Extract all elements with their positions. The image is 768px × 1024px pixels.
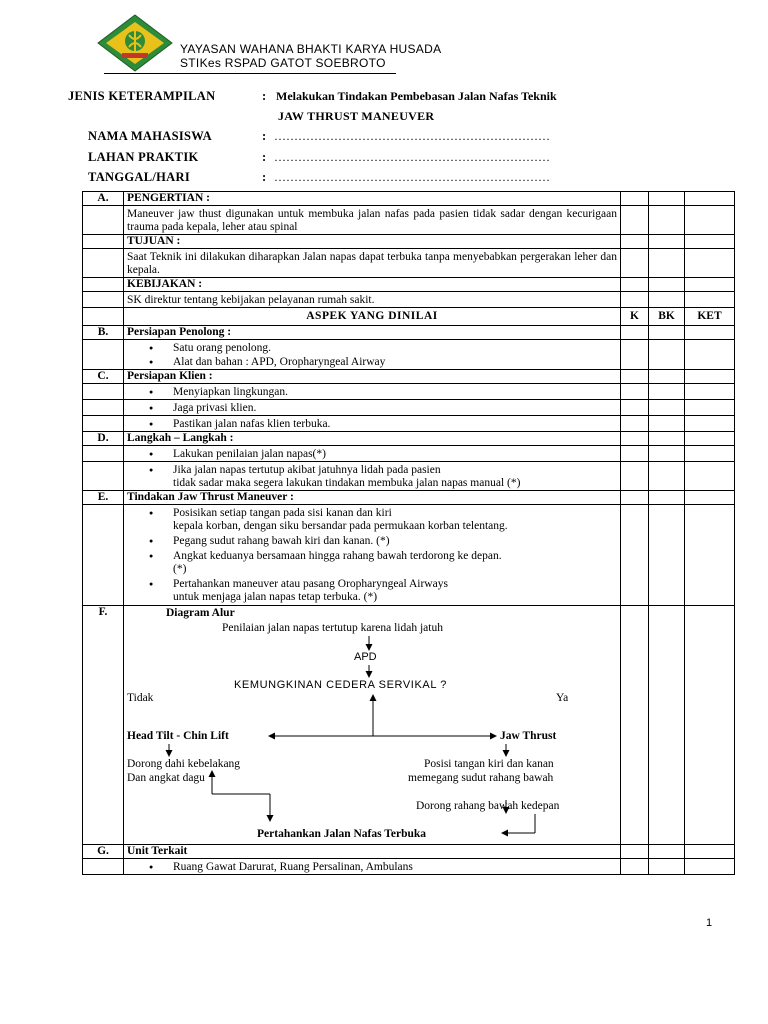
diagram-node-jaw-thrust: Jaw Thrust <box>500 730 557 742</box>
tujuan-text: Saat Teknik ini dilakukan diharapkan Jalan napas dapat terbuka tanpa menyebabkan pergerakan leher dan kepala. <box>124 249 621 278</box>
diagram-node-head-tilt: Head Tilt - Chin Lift <box>127 730 229 742</box>
nama-colon: : <box>262 129 267 143</box>
jenis-value: Melakukan Tindakan Pembebasan Jalan Nafas Teknik <box>276 89 557 103</box>
diagram-left-step1: Dorong dahi kebelakang <box>127 758 241 770</box>
jenis-colon: : <box>262 89 267 103</box>
nama-field[interactable]: …………………………………………………………… <box>274 129 550 143</box>
lahan-colon: : <box>262 150 267 164</box>
diagram-label-no: Tidak <box>127 692 154 704</box>
list-item: ● Pastikan jalan nafas klien terbuka. <box>127 418 617 431</box>
jenis-label: JENIS KETERAMPILAN <box>68 89 216 103</box>
diagram-right-step3: Dorong rahang bawah kedepan <box>416 800 560 812</box>
flow-diagram <box>124 606 621 845</box>
lahan-field[interactable]: …………………………………………………………… <box>274 150 550 164</box>
logo-emblem <box>96 13 174 73</box>
nama-label: NAMA MAHASISWA <box>88 129 212 143</box>
col-ket-header: KET <box>685 308 735 326</box>
pengertian-text: Maneuver jaw thust digunakan untuk membuka jalan nafas pada pasien tidak sadar dengan kecurigaan trauma pada kepala, leher atau spinal <box>124 206 621 235</box>
diagram-right-step1: Posisi tangan kiri dan kanan <box>424 758 554 770</box>
diagram-title: Diagram Alur <box>166 607 235 619</box>
diagram-label-yes: Ya <box>556 692 569 704</box>
row-letter: B. <box>83 326 124 340</box>
tanggal-field[interactable]: …………………………………………………………… <box>274 170 550 184</box>
section-title: Langkah – Langkah : <box>124 432 621 446</box>
list-item: ● Lakukan penilaian jalan napas(*) <box>127 448 617 461</box>
section-title: KEBIJAKAN : <box>124 278 621 292</box>
list-item-continued: (*) <box>173 563 187 575</box>
list-item: ● Pertahankan maneuver atau pasang Oropharyngeal Airways <box>127 578 617 591</box>
header-divider <box>104 73 396 74</box>
institution-logo <box>96 13 174 73</box>
col-k-header: K <box>621 308 649 326</box>
list-item: ● Posisikan setiap tangan pada sisi kanan dan kiri <box>127 507 617 520</box>
diagram-left-step2: Dan angkat dagu <box>127 772 205 784</box>
section-title: PENGERTIAN : <box>124 192 621 206</box>
row-letter: E. <box>83 491 124 505</box>
page-number: 1 <box>706 917 713 929</box>
diagram-node-apd: APD <box>354 651 377 663</box>
list-item: ● Jika jalan napas tertutup akibat jatuhnya lidah pada pasien <box>127 464 617 477</box>
diagram-node-question: KEMUNGKINAN CEDERA SERVIKAL ? <box>234 679 448 691</box>
row-letter: D. <box>83 432 124 446</box>
org-school: STIKes RSPAD GATOT SOEBROTO <box>180 56 386 70</box>
list-item-continued: untuk menjaga jalan napas tetap terbuka. (*) <box>173 591 378 603</box>
kebijakan-text: SK direktur tentang kebijakan pelayanan rumah sakit. <box>124 292 621 308</box>
row-letter: C. <box>83 370 124 384</box>
section-title: Tindakan Jaw Thrust Maneuver : <box>124 491 621 505</box>
list-item: ● Ruang Gawat Darurat, Ruang Persalinan, Ambulans <box>127 861 617 874</box>
row-letter: A. <box>83 192 124 206</box>
col-bk-header: BK <box>649 308 685 326</box>
assessment-table <box>82 191 735 875</box>
row-letter: G. <box>83 845 124 859</box>
diagram-node-final: Pertahankan Jalan Nafas Terbuka <box>257 828 427 840</box>
section-title: TUJUAN : <box>124 235 621 249</box>
diagram-node-assessment: Penilaian jalan napas tertutup karena lidah jatuh <box>222 622 443 634</box>
section-title: Persiapan Penolong : <box>124 326 621 340</box>
aspek-header: ASPEK YANG DINILAI <box>124 308 621 326</box>
diagram-right-step2: memegang sudut rahang bawah <box>408 772 554 784</box>
list-item: ● Menyiapkan lingkungan. <box>127 386 617 399</box>
tanggal-colon: : <box>262 170 267 184</box>
list-item: ● Satu orang penolong. <box>127 342 617 355</box>
jenis-value-title: JAW THRUST MANEUVER <box>278 109 435 123</box>
org-name: YAYASAN WAHANA BHAKTI KARYA HUSADA <box>180 42 442 56</box>
list-item: ● Alat dan bahan : APD, Oropharyngeal Airway <box>127 356 617 369</box>
tanggal-label: TANGGAL/HARI <box>88 170 190 184</box>
lahan-label: LAHAN PRAKTIK <box>88 150 199 164</box>
list-item: ● Pegang sudut rahang bawah kiri dan kanan. (*) <box>127 535 617 548</box>
section-title: Persiapan Klien : <box>124 370 621 384</box>
list-item: ● Angkat keduanya bersamaan hingga rahang bawah terdorong ke depan. <box>127 550 617 563</box>
list-item-continued: tidak sadar maka segera lakukan tindakan membuka jalan napas manual (*) <box>173 477 521 489</box>
row-letter: F. <box>83 606 124 845</box>
list-item-continued: kepala korban, dengan siku bersandar pada permukaan korban telentang. <box>173 520 508 532</box>
list-item: ● Jaga privasi klien. <box>127 402 617 415</box>
section-title: Unit Terkait <box>124 845 621 859</box>
